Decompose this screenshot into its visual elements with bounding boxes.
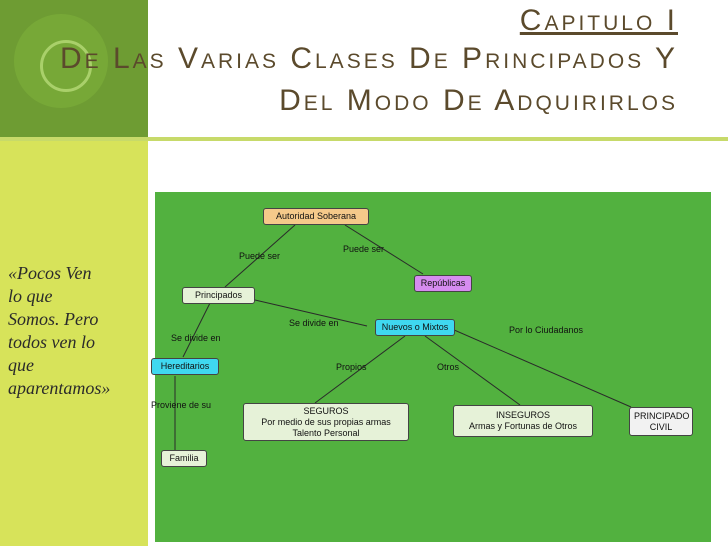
node-principado-civil (629, 407, 693, 436)
concept-map (151, 192, 711, 542)
inseguros-line-2: Armas y Fortunas de Otros (468, 421, 578, 431)
label-otros: Otros (437, 362, 460, 372)
label-se-divide-en-mid: Se divide en (289, 318, 339, 328)
node-hereditarios: Hereditarios (151, 358, 219, 375)
node-seguros (243, 403, 409, 441)
node-autoridad-soberana: Autoridad Soberana (263, 208, 369, 225)
title-line-1: Capitulo I (519, 4, 678, 37)
node-nuevos-o-mixtos: Nuevos o Mixtos (375, 319, 455, 336)
seguros-line-2: Por medio de sus propias armas (261, 417, 391, 427)
label-proviene-de-su: Proviene de su (151, 400, 212, 410)
civil-line-2: CIVIL (649, 422, 673, 432)
inseguros-heading: INSEGUROS (495, 410, 550, 420)
label-se-divide-en-left: Se divide en (171, 333, 221, 343)
label-puede-ser-left: Puede ser (239, 251, 281, 261)
node-principados: Principados (182, 287, 255, 304)
connector-lines (155, 192, 711, 542)
node-familia: Familia (161, 450, 207, 467)
node-inseguros (453, 405, 593, 437)
civil-line-1: PRINCIPADO (634, 411, 690, 421)
quote-text: «Pocos Ven lo que Somos. Pero todos ven lo que aparentamos» (8, 263, 111, 398)
connector-principados-hereditarios (183, 303, 210, 357)
label-por-lo-ciudadanos: Por lo Ciudadanos (509, 325, 584, 335)
label-puede-ser-right: Puede ser (343, 244, 385, 254)
label-propios: Propios (336, 362, 367, 372)
seguros-heading: SEGUROS (303, 406, 349, 416)
title-line-3: Del Modo De Adquirirlos (279, 84, 678, 117)
node-republicas: Repúblicas (414, 275, 472, 292)
connector-nuevos-civil (445, 326, 631, 407)
title-line-2: De Las Varias Clases De Principados Y (59, 42, 678, 75)
seguros-line-3: Talento Personal (292, 428, 360, 438)
